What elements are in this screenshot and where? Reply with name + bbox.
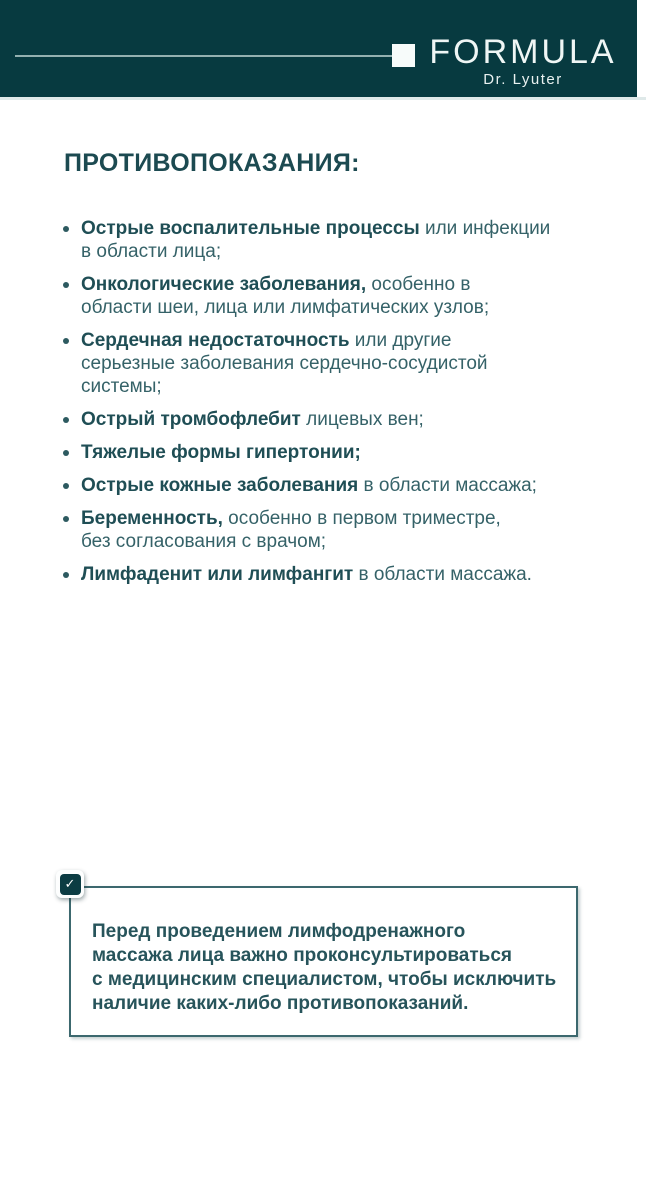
list-item-line — [81, 217, 550, 240]
item-bold-text: Острые кожные заболевания — [81, 475, 359, 496]
list-item — [63, 441, 550, 464]
list-item-text — [81, 273, 489, 319]
item-regular-text: в области массажа. — [353, 564, 532, 585]
list-item-line — [81, 530, 501, 553]
check-badge-inner — [60, 874, 81, 895]
bullet-icon — [63, 226, 69, 232]
list-item-text — [81, 474, 537, 497]
list-item-line — [81, 273, 489, 296]
item-regular-text: системы; — [81, 376, 162, 397]
header-bottom-edge — [0, 97, 646, 100]
list-item — [63, 474, 550, 497]
item-bold-text: Онкологические заболевания, — [81, 274, 367, 295]
list-item-text — [81, 507, 501, 553]
check-badge — [56, 870, 84, 898]
brand-header — [0, 0, 637, 97]
list-item — [63, 507, 550, 553]
bullet-icon — [63, 417, 69, 423]
list-item-line — [81, 329, 488, 352]
list-item-line — [81, 375, 488, 398]
list-item-text — [81, 408, 424, 431]
item-regular-text: или инфекции — [419, 218, 551, 239]
list-item-line — [81, 563, 532, 586]
item-bold-text: Острый тромбофлебит — [81, 409, 301, 430]
item-regular-text: или другие — [349, 330, 452, 351]
list-item-text — [81, 441, 361, 464]
note-line: массажа лица важно проконсультироваться — [92, 945, 513, 966]
item-bold-text: Лимфаденит или лимфангит — [81, 564, 354, 585]
list-item-line — [81, 507, 501, 530]
note-line: наличие каких-либо противопоказаний. — [92, 993, 469, 1014]
item-bold-text: Сердечная недостаточность — [81, 330, 350, 351]
item-regular-text: лицевых вен; — [300, 409, 424, 430]
note-line: с медицинским специалистом, чтобы исключить — [92, 969, 557, 990]
list-item-line — [81, 408, 424, 431]
list-item-text — [81, 563, 532, 586]
list-item-line — [81, 352, 488, 375]
check-icon: ✓ — [64, 876, 76, 892]
page-title: ПРОТИВОПОКАЗАНИЯ: — [64, 149, 360, 177]
contraindications-list — [63, 217, 550, 596]
bullet-icon — [63, 338, 69, 344]
item-bold-text: Острые воспалительные процессы — [81, 218, 420, 239]
list-item — [63, 563, 550, 586]
bullet-icon — [63, 572, 69, 578]
bullet-icon — [63, 450, 69, 456]
list-item — [63, 329, 550, 398]
brand-square-icon — [392, 44, 415, 67]
bullet-icon — [63, 516, 69, 522]
item-bold-text: Тяжелые формы гипертонии; — [81, 442, 361, 463]
note-line: Перед проведением лимфодренажного — [92, 921, 466, 942]
list-item — [63, 408, 550, 431]
list-item-line — [81, 474, 537, 497]
brand-name: FORMULA — [429, 33, 617, 71]
header-rule-line — [15, 55, 392, 57]
note-text — [71, 888, 576, 1016]
item-bold-text: Беременность, — [81, 508, 223, 529]
list-item — [63, 273, 550, 319]
brand-subtitle: Dr. Lyuter — [483, 71, 563, 88]
list-item-text — [81, 217, 550, 263]
list-item-line — [81, 296, 489, 319]
list-item — [63, 217, 550, 263]
item-regular-text: особенно в первом триместре, — [222, 508, 501, 529]
bullet-icon — [63, 483, 69, 489]
bullet-icon — [63, 282, 69, 288]
item-regular-text: серьезные заболевания сердечно-сосудистой — [81, 353, 488, 374]
note-box — [69, 886, 578, 1037]
item-regular-text: особенно в — [366, 274, 471, 295]
item-regular-text: в области массажа; — [358, 475, 537, 496]
item-regular-text: области шеи, лица или лимфатических узлов; — [81, 297, 490, 318]
list-item-line — [81, 441, 361, 464]
list-item-line — [81, 240, 550, 263]
item-regular-text: без согласования с врачом; — [81, 531, 327, 552]
item-regular-text: в области лица; — [81, 241, 222, 262]
list-item-text — [81, 329, 488, 398]
